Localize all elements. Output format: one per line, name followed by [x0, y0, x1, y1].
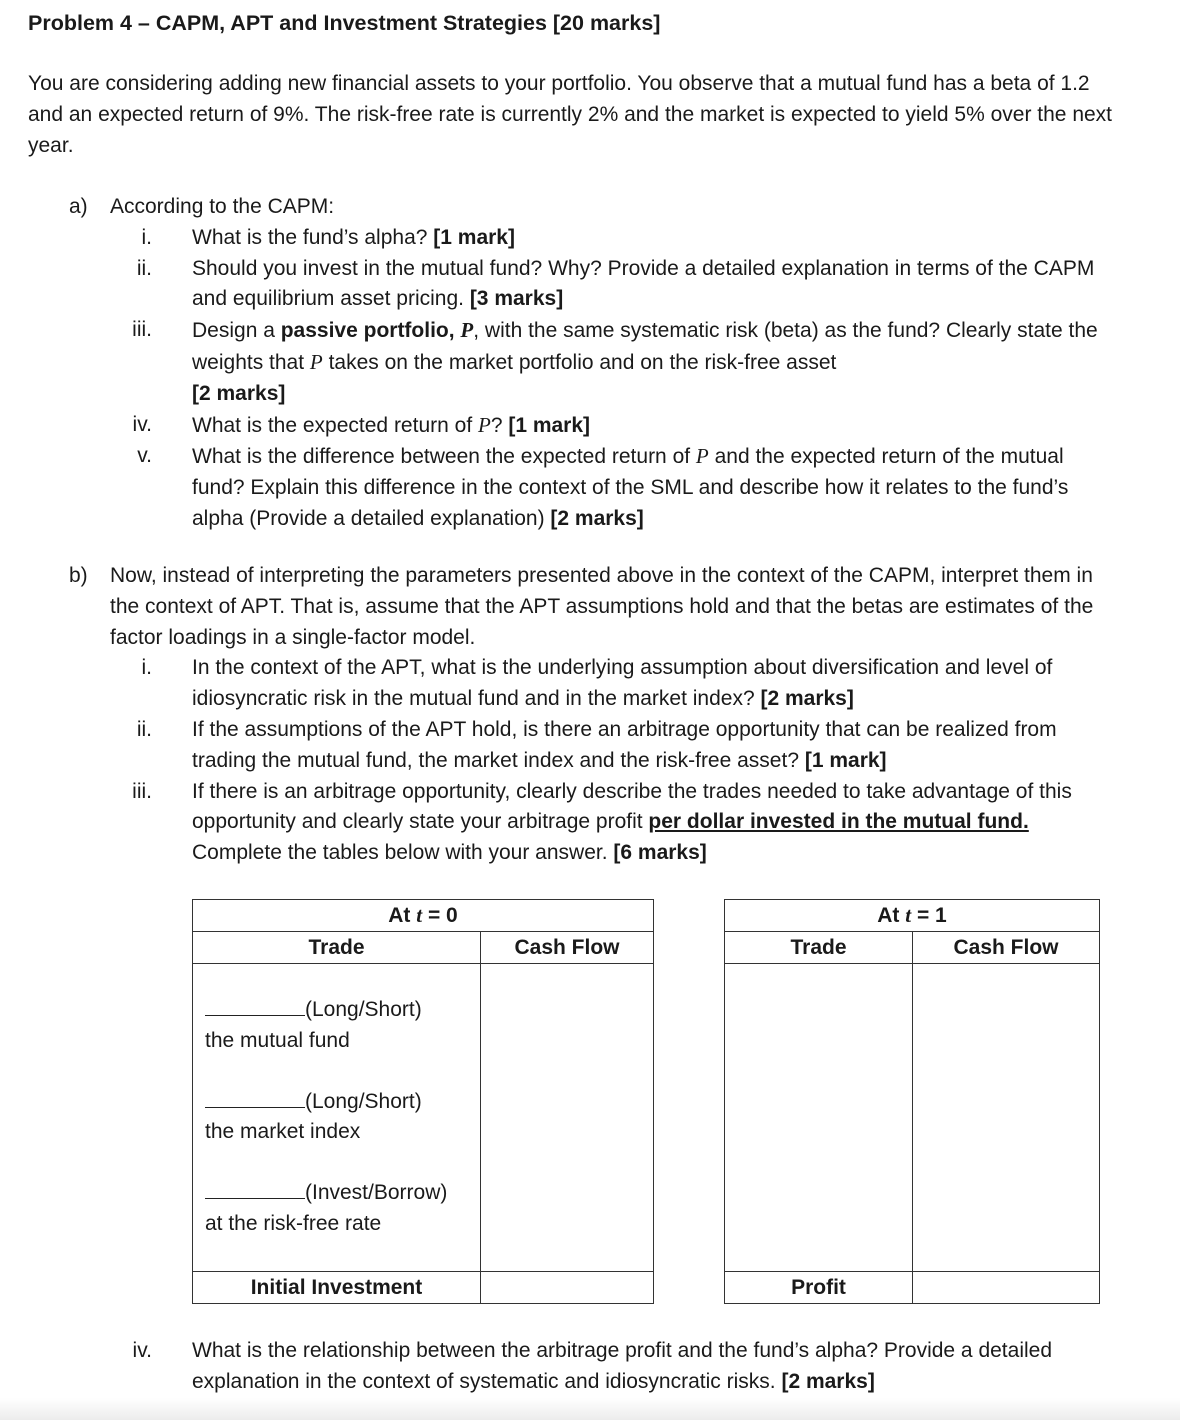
table-t0-title: At t = 0 [193, 900, 654, 932]
part-b [0, 561, 1180, 869]
question-text: ? [490, 413, 509, 437]
question-text: Should you invest in the mutual fund? Why? Provide a detailed explanation in terms of the CAPM and equilibrium asset pricing. [192, 256, 1095, 311]
answer-blank[interactable] [205, 1087, 305, 1108]
part-a-questions [0, 223, 1180, 535]
question-number: i. [141, 225, 152, 249]
question-a-iv [0, 410, 1180, 442]
question-text: What is the fund’s alpha? [192, 225, 434, 249]
trades-cell[interactable] [725, 964, 913, 1272]
question-text: , with the same systematic risk (beta) as the fund? Clearly state the weights that [192, 319, 1098, 374]
variable-p: P [460, 318, 474, 343]
marks: [2 marks] [781, 1369, 875, 1393]
underlined-phrase: per dollar invested in the mutual fund. [648, 810, 1029, 834]
question-number: iv. [132, 412, 152, 436]
trade-column-header: Trade [193, 932, 481, 964]
question-a-ii [0, 254, 1180, 316]
marks: [6 marks] [613, 841, 707, 865]
question-number: i. [141, 656, 152, 680]
part-a [0, 192, 1180, 535]
question-text: takes on the market portfolio and on the risk-free asset [322, 350, 837, 374]
initial-investment-cell[interactable] [481, 1272, 654, 1304]
marks: [2 marks] [192, 381, 286, 405]
question-text: If there is an arbitrage opportunity, clearly describe the trades needed to take advantage of this opportunity and clearly state your arbitrage profit [192, 779, 1072, 834]
table-t1 [724, 899, 1100, 1304]
question-b-ii [0, 715, 1180, 777]
question-text: What is the relationship between the arbitrage profit and the fund’s alpha? Provide a detailed explanation in the context of systematic and idiosyncratic risks. [192, 1339, 1053, 1393]
question-number: v. [137, 444, 152, 468]
initial-investment-label: Initial Investment [193, 1272, 481, 1304]
question-b-iv [0, 1336, 1180, 1398]
answer-blank[interactable] [205, 1178, 305, 1199]
page-bottom-shadow [0, 1398, 1180, 1420]
question-text: If the assumptions of the APT hold, is there an arbitrage opportunity that can be realized from trading the mutual fund, the market index and the risk-free asset? [192, 717, 1057, 772]
question-number: iii. [132, 779, 152, 803]
question-number: ii. [136, 256, 152, 280]
variable-p: P [695, 444, 709, 469]
question-text: Complete the tables below with your answer. [192, 841, 614, 865]
intro-paragraph: You are considering adding new financial assets to your portfolio. You observe that a mutual fund has a beta of 1.2 and an expected return of 9%. The risk-free rate is currently 2% and the market is expected to yield 5% over the next year. [28, 72, 1113, 157]
question-text: Design a [192, 319, 281, 343]
question-text: In the context of the APT, what is the underlying assumption about diversification and level of idiosyncratic risk in the mutual fund and in the market index? [192, 656, 1053, 711]
trade-column-header: Trade [725, 932, 913, 964]
question-text: What is the expected return of [192, 413, 478, 437]
profit-label: Profit [725, 1272, 913, 1304]
question-a-i [0, 223, 1180, 254]
trade-entry-index: (Long/Short) the market index [205, 1087, 480, 1149]
cash-flow-column-header: Cash Flow [481, 932, 654, 964]
part-b-lead: Now, instead of interpreting the parameters presented above in the context of the CAPM, interpret them in the context of APT. That is, assume that the APT assumptions hold and that the betas are estimates of the factor loadings in a single-factor model. [110, 564, 1094, 649]
question-a-iii [0, 315, 1180, 409]
part-a-label: a) [69, 195, 88, 218]
marks: [1 mark] [804, 748, 887, 772]
question-text: and the expected return of the mutual fund? Explain this difference in the context of the SML and describe how it relates to the fund’s alpha (Provide a detailed explanation) [192, 445, 1069, 530]
question-b-i [0, 653, 1180, 715]
cash-flow-cell[interactable] [913, 964, 1100, 1272]
question-b-iii [0, 777, 1180, 869]
question-number: ii. [136, 717, 152, 741]
marks: [1 mark] [433, 225, 515, 249]
question-number: iii. [132, 318, 152, 342]
part-b-questions [0, 653, 1180, 869]
question-number: iv. [132, 1339, 152, 1362]
problem-title: Problem 4 – CAPM, APT and Investment Strategies [20 marks] [28, 11, 661, 35]
trade-entry-fund: (Long/Short) the mutual fund [205, 995, 480, 1057]
table-t0 [192, 899, 654, 1304]
part-a-lead: According to the CAPM: [110, 195, 335, 218]
table-t1-title: At t = 1 [725, 900, 1100, 932]
question-a-v [0, 441, 1180, 534]
trades-cell [193, 964, 481, 1272]
marks: [2 marks] [550, 506, 644, 530]
marks: [2 marks] [760, 687, 854, 711]
part-b-label: b) [69, 564, 88, 587]
question-text: What is the difference between the expected return of [192, 445, 696, 469]
marks: [3 marks] [469, 287, 564, 311]
trade-entry-riskfree: (Invest/Borrow) at the risk-free rate [205, 1178, 480, 1240]
profit-cell[interactable] [913, 1272, 1100, 1304]
marks: [1 mark] [508, 413, 591, 437]
bold-term: passive portfolio, [280, 319, 461, 343]
cash-flow-cell[interactable] [481, 964, 654, 1272]
variable-p: P [477, 412, 491, 437]
variable-p: P [309, 349, 323, 374]
cash-flow-column-header: Cash Flow [913, 932, 1100, 964]
answer-blank[interactable] [205, 995, 305, 1016]
